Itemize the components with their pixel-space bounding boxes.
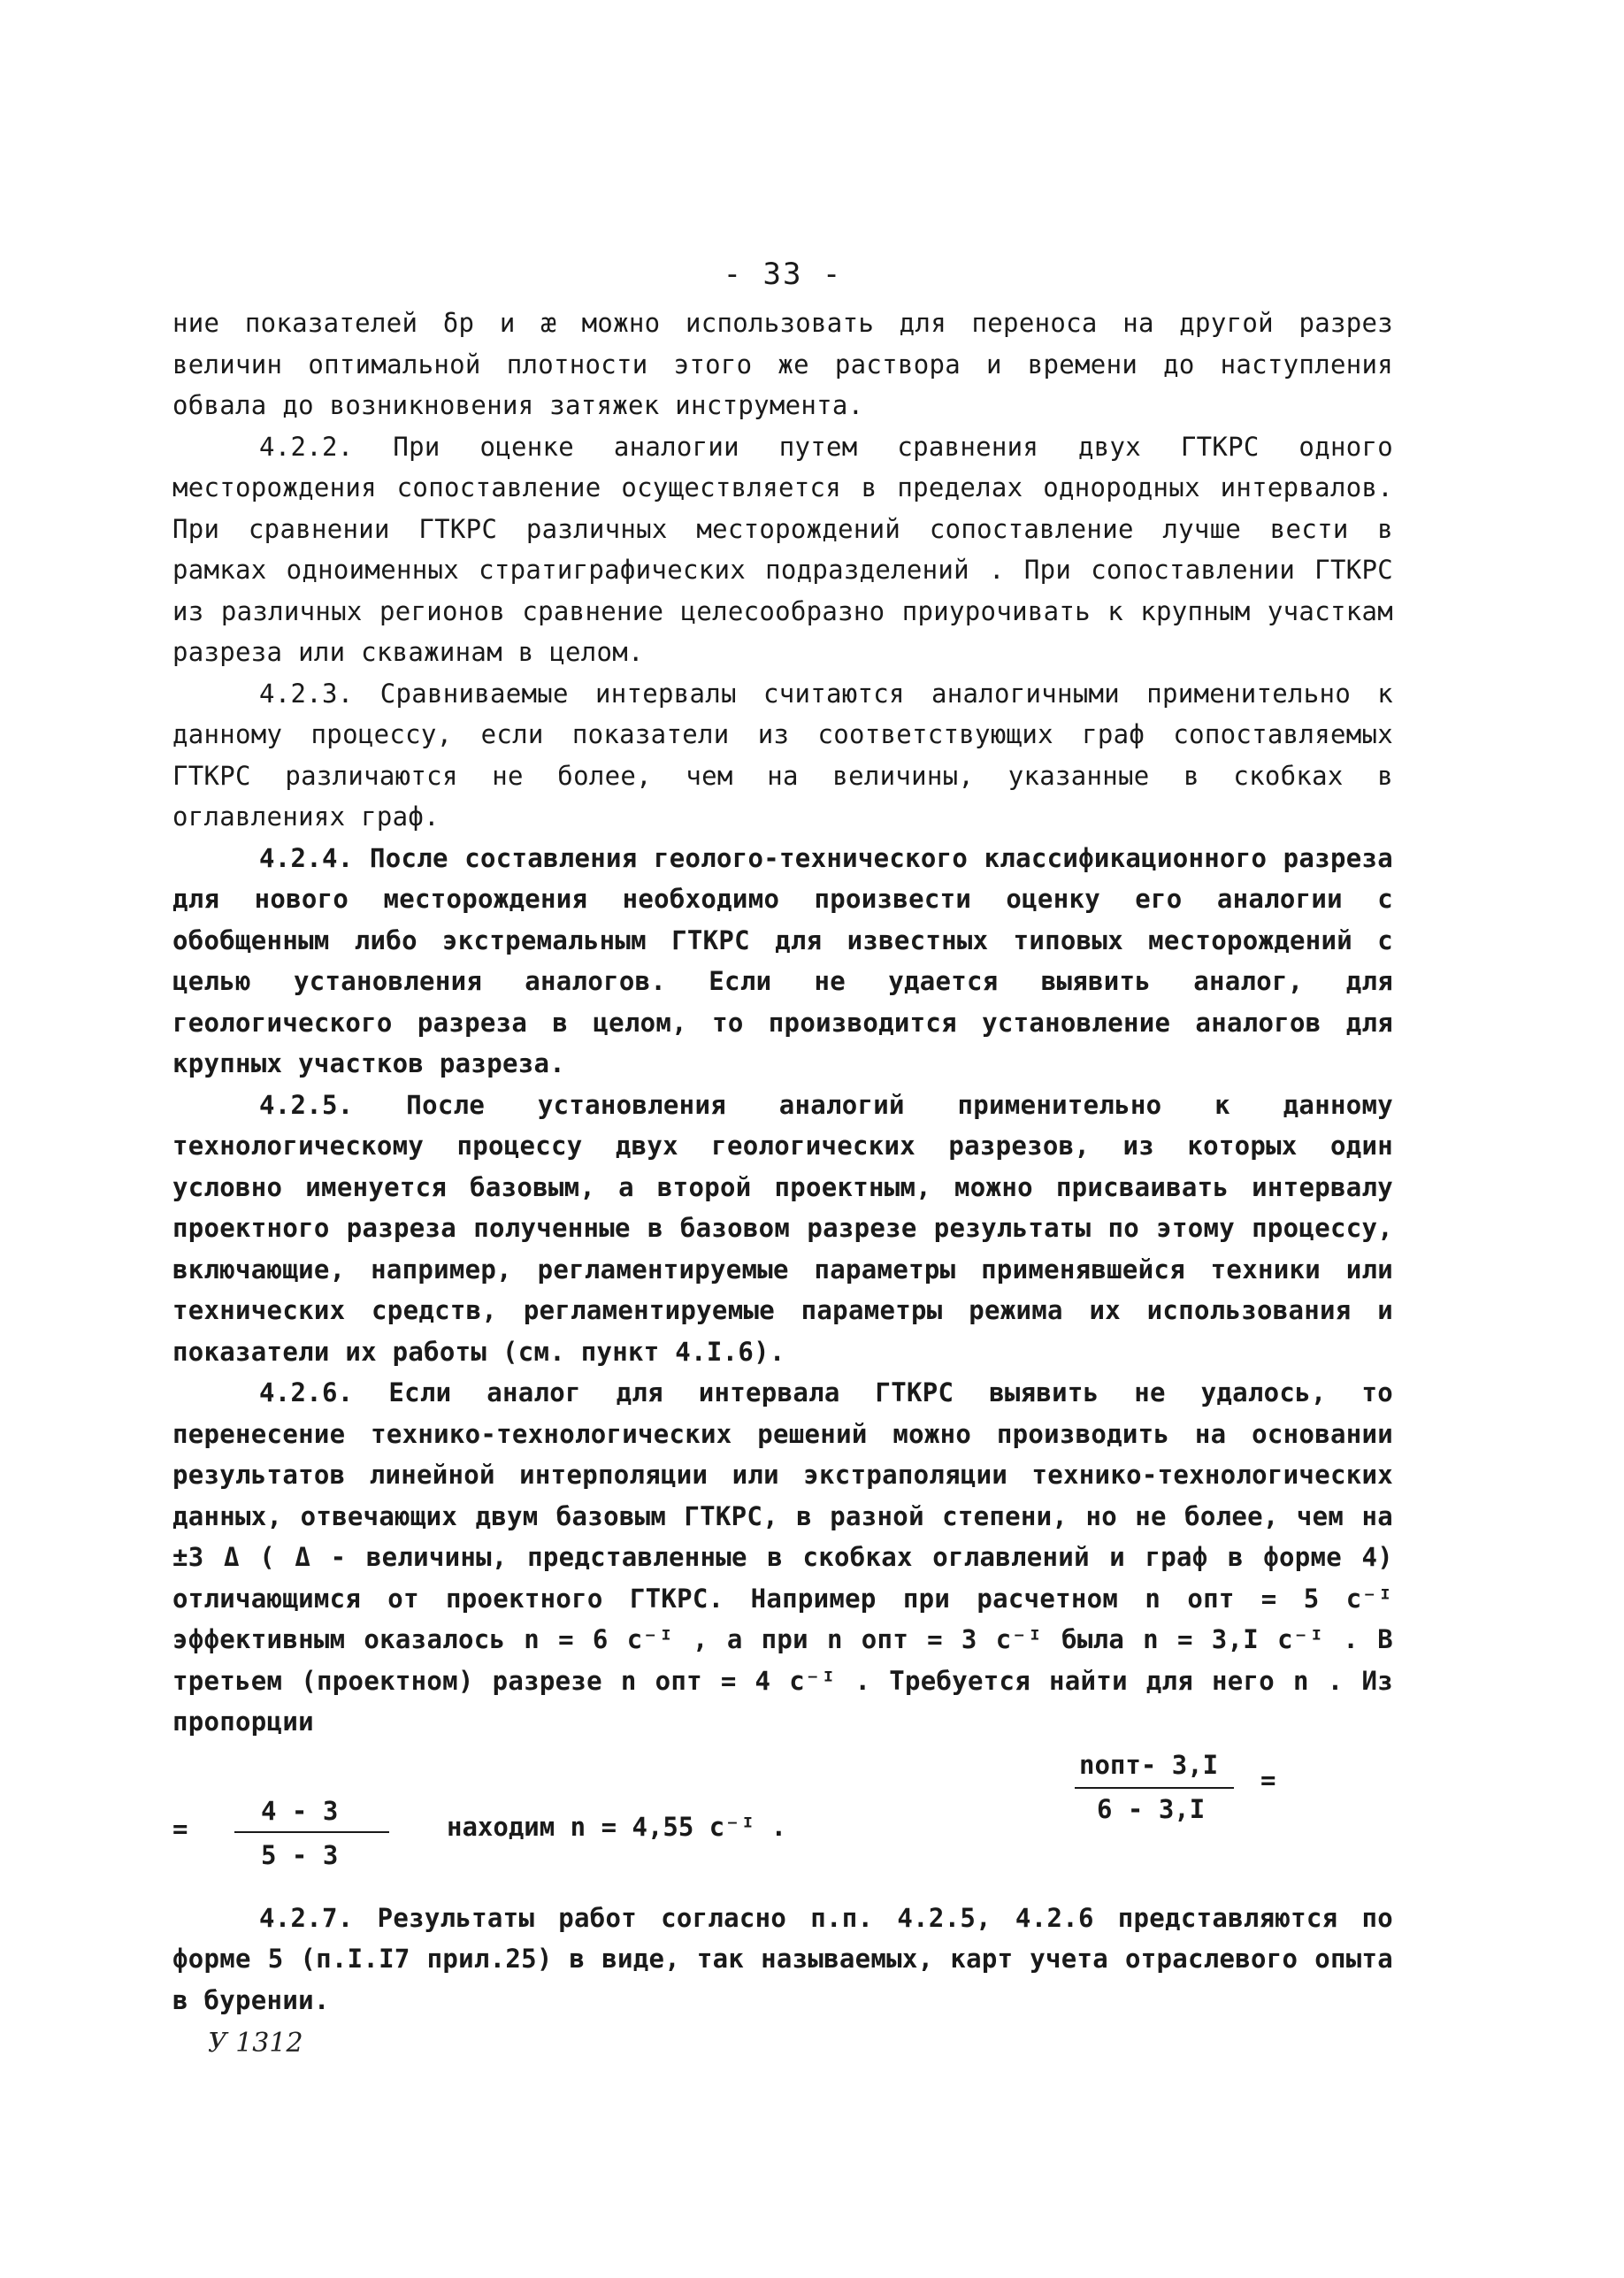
formula-lhs-fraction-bar (1075, 1787, 1234, 1789)
paragraph-4-2-5: 4.2.5. После установления аналогий применительно к данному технологическому процессу двух геологических разрезов, из которых один условно именуется базовым, а второй проектным, можно присваивать интервалу проектного разреза полученные в базовом разрезе результаты по этому процессу, включающие, например, регламентируемые параметры применявшейся техники или технических средств, регламентируемые параметры режима их использования и показатели их работы (см. пункт 4.I.6). (172, 1089, 1393, 1367)
formula-rhs-denominator: 5 - 3 (261, 1839, 339, 1870)
formula-equals-2: = (172, 1813, 188, 1844)
proportion-formula (172, 1743, 1393, 1898)
formula-result: находим n = 4,55 с⁻ᴵ . (447, 1811, 787, 1842)
paragraph-4-2-7: 4.2.7. Результаты работ согласно п.п. 4.2.5, 4.2.6 представляются по форме 5 (п.I.I7 прил.25) в виде, так называемых, карт учета отраслевого опыта в бурении. (172, 1902, 1393, 2015)
handwritten-page-mark: У 1312 (208, 2028, 303, 2059)
formula-rhs-fraction-bar (234, 1831, 389, 1833)
formula-rhs-numerator: 4 - 3 (261, 1795, 339, 1826)
paragraph-intro: ние показателей δр и æ можно использовать для переноса на другой разрез величин оптимальной плотности этого же раствора и времени до наступления обвала до возникновения затяжек инструмента. (172, 308, 1393, 420)
formula-lhs-denominator: 6 - 3,I (1097, 1793, 1206, 1824)
page-number: - 33 - (723, 257, 843, 292)
formula-lhs-numerator: nопт- 3,I (1079, 1749, 1219, 1780)
document-page (172, 257, 1393, 2059)
paragraph-4-2-4: 4.2.4. После составления геолого-технического классификационного разреза для нового месторождения необходимо произвести оценку его аналогии с обобщенным либо экстремальным ГТКРС для известных типовых месторождений с целью установления аналогов. Если не удается выявить аналог, для геологического разреза в целом, то производится установление аналогов для крупных участков разреза. (172, 842, 1393, 1078)
formula-equals-1: = (1260, 1764, 1276, 1795)
paragraph-4-2-6: 4.2.6. Если аналог для интервала ГТКРС выявить не удалось, то перенесение технико-технологических решений можно производить на основании результатов линейной интерполяции или экстраполяции технико-технологических данных, отвечающих двум базовым ГТКРС, в разной степени, но не более, чем на ±3 Δ ( Δ - величины, представленные в скобках оглавлений и граф в форме 4) отличающимся от проектного ГТКРС. Например при расчетном n опт = 5 с⁻ᴵ эффективным оказалось n = 6 с⁻ᴵ , а при n опт = 3 с⁻ᴵ была n = 3,I с⁻ᴵ . В третьем (проектном) разрезе n опт = 4 с⁻ᴵ . Требуется найти для него n . Из пропорции (172, 1377, 1393, 1737)
paragraph-4-2-3: 4.2.3. Сравниваемые интервалы считаются аналогичными применительно к данному процессу, если показатели из соответствующих граф сопоставляемых ГТКРС различаются не более, чем на величины, указанные в скобках в оглавлениях граф. (172, 678, 1393, 832)
paragraph-4-2-2: 4.2.2. При оценке аналогии путем сравнения двух ГТКРС одного месторождения сопоставление осуществляется в пределах однородных интервалов. При сравнении ГТКРС различных месторождений сопоставление лучше вести в рамках одноименных стратиграфических подразделений . При сопоставлении ГТКРС из различных регионов сравнение целесообразно приурочивать к крупным участкам разреза или скважинам в целом. (172, 431, 1393, 667)
